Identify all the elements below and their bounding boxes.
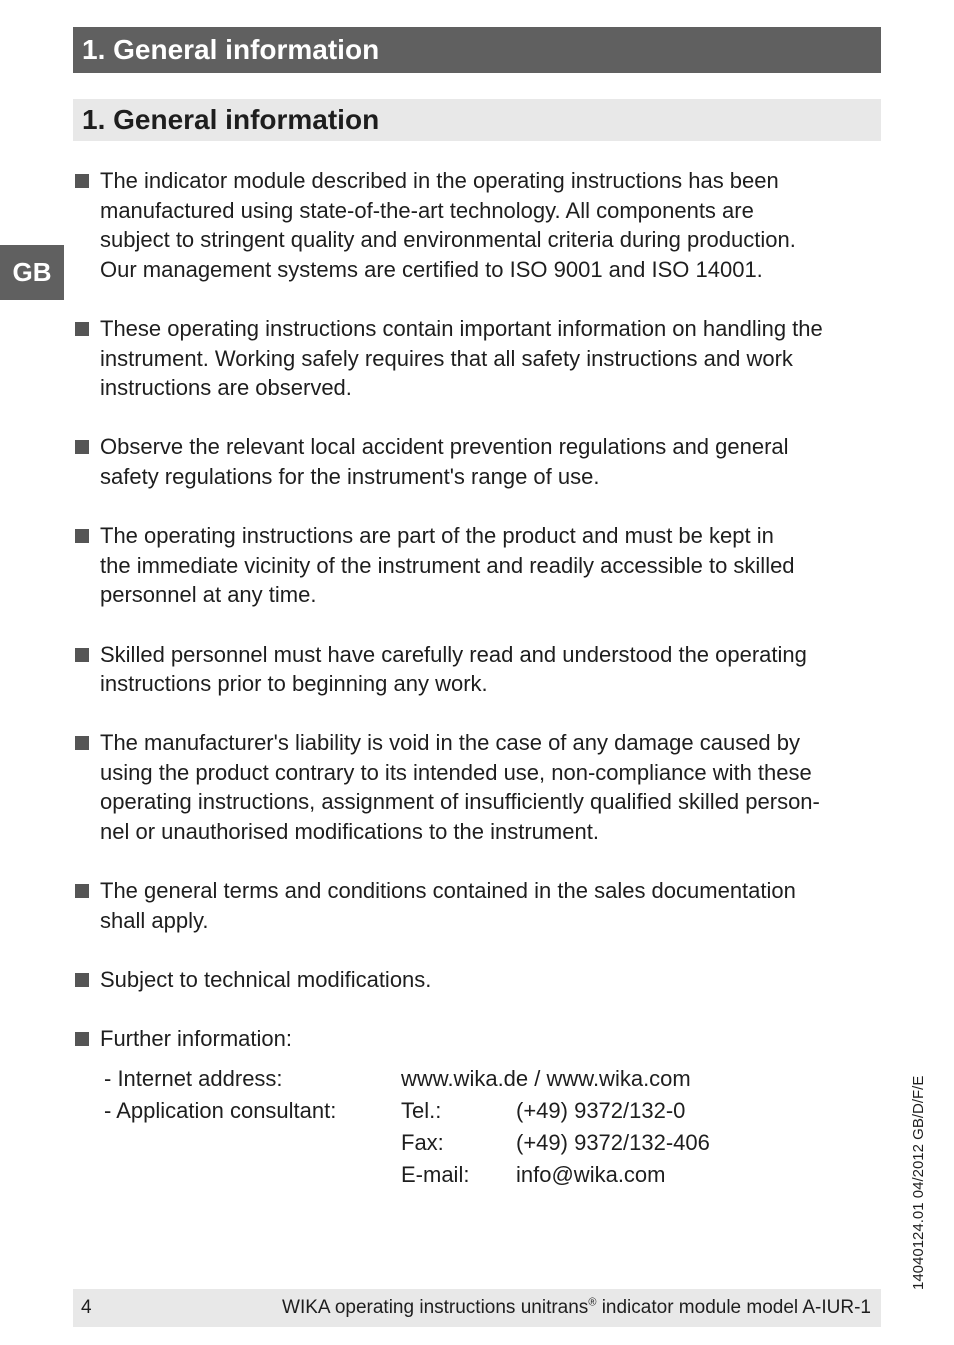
square-bullet-icon: [75, 322, 89, 336]
list-item: [73, 432, 885, 491]
email-label: E-mail:: [401, 1162, 470, 1187]
square-bullet-icon: [75, 440, 89, 454]
list-item: [73, 876, 885, 935]
language-tab: [0, 245, 64, 300]
list-item: [73, 314, 885, 403]
list-item-text: The manufacturer's liability is void in the case of any damage caused by using the product contrary to its intended use, non-compliance with these operating instructions, assignment of insufficiently qualified skilled person- nel or unauthorised modifications to the instrument.: [100, 730, 820, 845]
consultant-label: - Application consultant:: [104, 1098, 337, 1123]
footer-text-model: indicator module model A-IUR-1: [596, 1297, 871, 1318]
list-item-text: Skilled personnel must have carefully read and understood the operating instructions prior to beginning any work.: [100, 641, 807, 697]
list-item-text: The indicator module described in the operating instructions has been manufactured using state-of-the-art technology. All components are subject to stringent quality and environmental criteria during production. Our management systems are certified to ISO 9001 and ISO 14001.: [100, 168, 796, 282]
list-item-text: Observe the relevant local accident prevention regulations and general safety regulations for the instrument's range of use.: [100, 434, 789, 489]
fax-label: Fax:: [401, 1130, 444, 1155]
page-header: [73, 27, 881, 73]
square-bullet-icon: [75, 529, 89, 543]
page-number: 4: [81, 1297, 92, 1318]
section-heading-title: 1. General information: [82, 104, 380, 135]
list-item-text: These operating instructions contain important information on handling the instrument. Working safely requires that all safety instructions and work instructions are observed.: [100, 315, 823, 401]
list-item: [73, 521, 885, 610]
page-footer: [73, 1289, 881, 1327]
square-bullet-icon: [75, 973, 89, 987]
square-bullet-icon: [75, 174, 89, 188]
list-item-text: The operating instructions are part of the product and must be kept in the immediate vicinity of the instrument and readily accessible to skilled personnel at any time.: [100, 523, 795, 608]
square-bullet-icon: [75, 648, 89, 662]
list-item-text: The general terms and conditions contained in the sales documentation shall apply.: [100, 878, 796, 933]
square-bullet-icon: [75, 736, 89, 750]
email-value: info@wika.com: [516, 1162, 666, 1187]
square-bullet-icon: [75, 1032, 89, 1046]
registered-mark: ®: [588, 1296, 597, 1309]
list-item-text: Further information:: [100, 1026, 292, 1052]
square-bullet-icon: [75, 884, 89, 898]
fax-value: (+49) 9372/132-406: [516, 1130, 710, 1155]
internet-value: www.wika.de / www.wika.com: [401, 1066, 691, 1091]
internet-label: - Internet address:: [104, 1066, 283, 1091]
list-item: [73, 1024, 885, 1054]
list-item-text: Subject to technical modifications.: [100, 967, 432, 993]
footer-text-main: WIKA operating instructions unitrans: [282, 1297, 589, 1318]
tel-value: (+49) 9372/132-0: [516, 1098, 686, 1123]
page-header-title: 1. General information: [82, 34, 380, 65]
document-code: 14040124.01 04/2012 GB/D/F/E: [910, 1075, 927, 1290]
footer-text: [282, 1289, 871, 1327]
bullet-list: [73, 166, 885, 1083]
section-heading: [73, 99, 881, 141]
list-item: [73, 728, 885, 846]
list-item: [73, 640, 885, 699]
list-item: [73, 965, 885, 995]
language-tab-label: GB: [12, 257, 52, 287]
list-item: [73, 166, 885, 284]
tel-label: Tel.:: [401, 1098, 442, 1123]
